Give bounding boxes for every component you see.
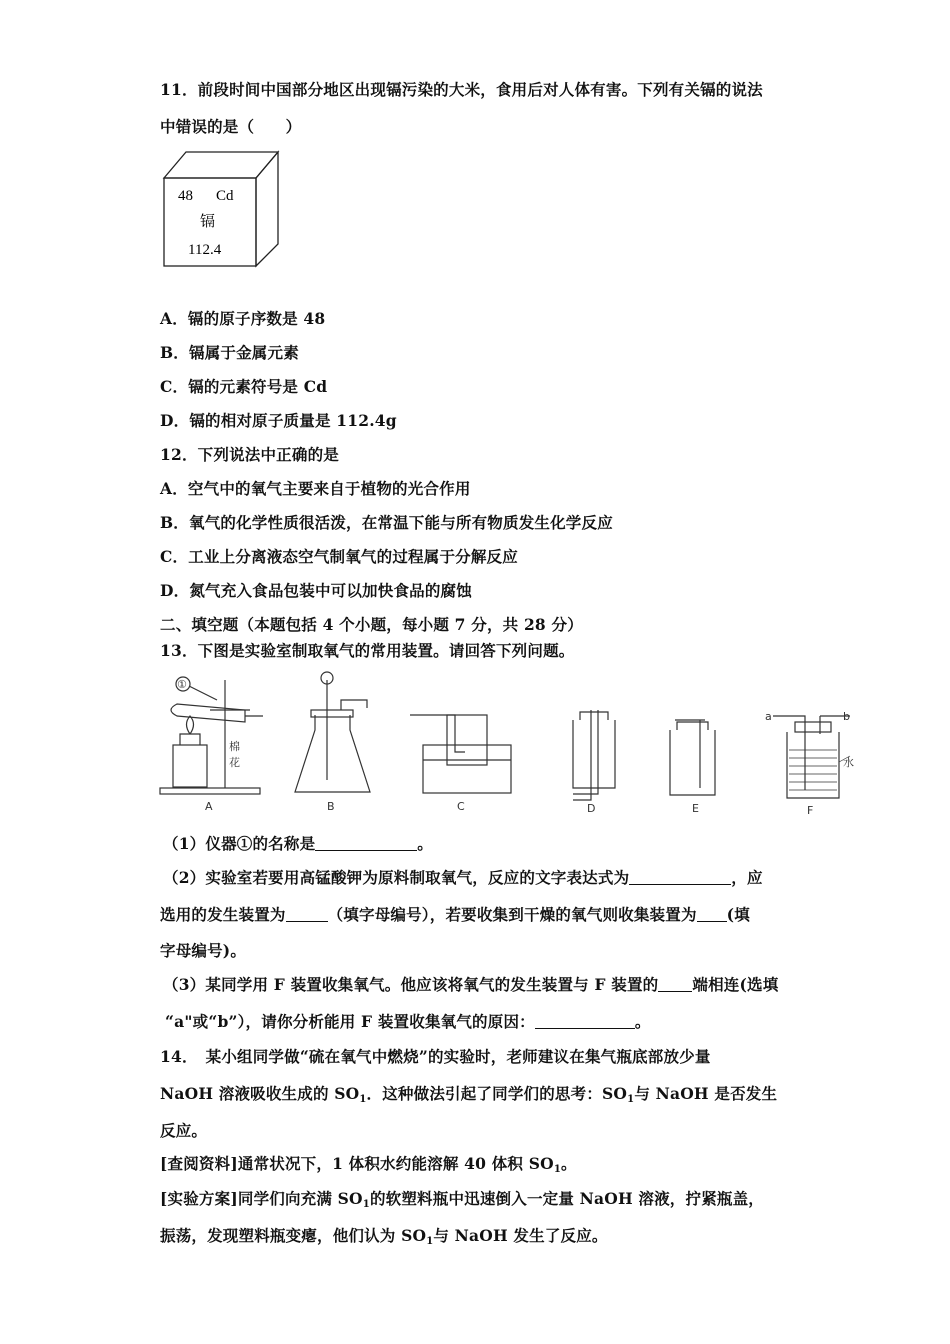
element-symbol: Cd	[216, 188, 234, 204]
q14-line1: 14． 某小组同学做“硫在氧气中燃烧”的实验时，老师建议在集气瓶底部放少量	[160, 1047, 711, 1066]
q12-option-d: D．氮气充入食品包装中可以加快食品的腐蚀	[160, 581, 472, 600]
q13-stem: 13．下图是实验室制取氧气的常用装置。请回答下列问题。	[160, 641, 575, 660]
port-a-label: a	[765, 710, 772, 723]
apparatus-b	[295, 672, 370, 792]
q13-part2-line1: （2）实验室若要用高锰酸钾为原料制取氧气，反应的文字表达式为 ，应	[163, 868, 763, 887]
q11-option-b: B．镉属于金属元素	[160, 343, 299, 362]
q11-option-d: D．镉的相对原子质量是 112.4g	[160, 411, 397, 430]
label-b: B	[327, 800, 335, 813]
label-f: F	[807, 804, 814, 817]
apparatus-e	[670, 720, 715, 795]
element-mass: 112.4	[188, 242, 222, 258]
q13-part2-line2: 选用的发生装置为 （填字母编号），若要收集到干燥的氧气则收集装置为 (填	[160, 905, 750, 924]
label-d: D	[587, 802, 596, 815]
element-name: 镉	[200, 212, 216, 230]
q11-option-a: A．镉的原子序数是 48	[160, 309, 326, 328]
answer-blank-2[interactable]	[629, 870, 731, 885]
port-b-label: b	[843, 710, 850, 723]
answer-blank-3[interactable]	[286, 907, 328, 922]
apparatus-a	[160, 677, 263, 794]
q11-option-c: C．镉的元素符号是 Cd	[160, 377, 328, 396]
q14-line5: [实验方案]同学们向充满 $SO_1$的软塑料瓶中迅速倒入一定量 NaOH 溶液，拧紧瓶盖，	[160, 1189, 764, 1210]
q11-stem-line1: 11．前段时间中国部分地区出现镉污染的大米，食用后对人体有害。下列有关镉的说法	[160, 80, 763, 99]
q13-part3-line2: “a"或“b”），请你分析能用 F 装置收集氧气的原因： 。	[165, 1012, 651, 1031]
q14-line2: NaOH 溶液吸收生成的 $SO_1$．这种做法引起了同学们的思考：$SO_1$与 NaOH 是否发生	[160, 1084, 778, 1105]
q13-part1: （1）仪器①的名称是 。	[163, 834, 433, 853]
q13-part3-line1: （3）某同学用 F 装置收集氧气。他应该将氧气的发生装置与 F 装置的 端相连(选填	[163, 975, 779, 994]
answer-blank-5[interactable]	[658, 977, 692, 992]
q11-stem-line2: 中错误的是（ ）	[160, 117, 302, 136]
q14-line4: [查阅资料]通常状况下，1 体积水约能溶解 40 体积 $SO_1$。	[160, 1154, 577, 1175]
answer-blank-1[interactable]	[315, 836, 417, 851]
cotton-label-1: 棉	[229, 740, 240, 753]
apparatus-f	[773, 716, 850, 798]
label-a: A	[205, 800, 213, 813]
oxygen-apparatus-figure	[155, 670, 860, 820]
q14-line6: 振荡，发现塑料瓶变瘪，他们认为 $SO_1$与 NaOH 发生了反应。	[160, 1226, 608, 1247]
apparatus-d	[573, 710, 615, 800]
label-e: E	[692, 802, 699, 815]
answer-blank-6[interactable]	[535, 1014, 635, 1029]
cotton-label-2: 花	[229, 756, 240, 769]
q12-option-a: A．空气中的氧气主要来自于植物的光合作用	[160, 479, 471, 498]
element-number: 48	[178, 188, 193, 204]
water-label: 水	[843, 756, 854, 769]
answer-blank-4[interactable]	[697, 907, 727, 922]
periodic-table-cell	[160, 148, 282, 270]
q12-option-c: C．工业上分离液态空气制氧气的过程属于分解反应	[160, 547, 518, 566]
q14-line3: 反应。	[160, 1121, 208, 1140]
q12-stem: 12．下列说法中正确的是	[160, 445, 339, 464]
section-heading: 二、填空题（本题包括 4 个小题，每小题 7 分，共 28 分）	[160, 615, 583, 634]
apparatus-c	[410, 715, 511, 793]
label-c: C	[457, 800, 465, 813]
marker-1: ①	[177, 678, 187, 691]
q13-part2-line3: 字母编号)。	[160, 941, 247, 960]
q12-option-b: B．氧气的化学性质很活泼，在常温下能与所有物质发生化学反应	[160, 513, 613, 532]
